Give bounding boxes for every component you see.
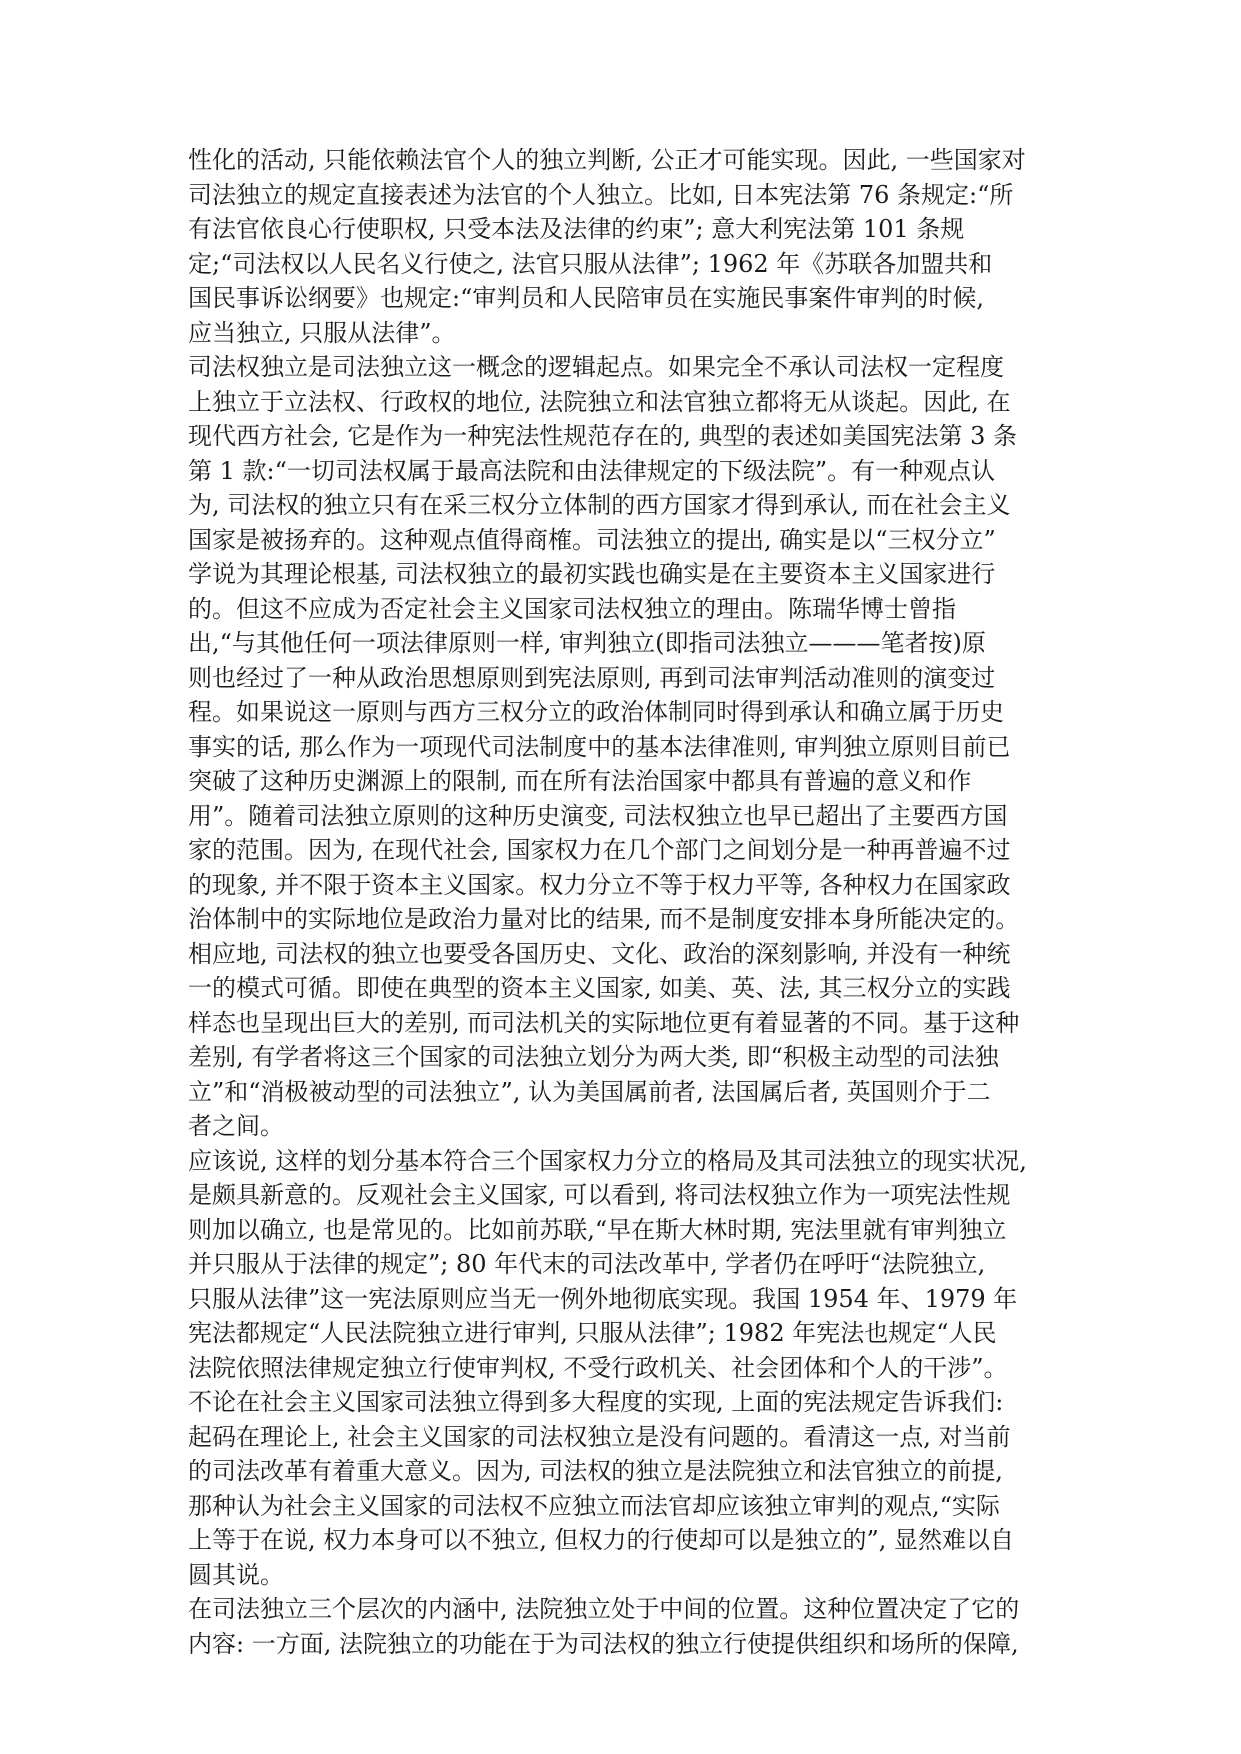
text-line: 定;“司法权以人民名义行使之, 法官只服从法律”; 1962 年《苏联各加盟共和 (188, 249, 993, 278)
text-line: 则加以确立, 也是常见的。比如前苏联,“早在斯大林时期, 宪法里就有审判独立 (188, 1215, 1007, 1244)
text-line: 国家是被扬弃的。这种观点值得商榷。司法独立的提出, 确实是以“三权分立” (188, 525, 996, 554)
text-line: 上等于在说, 权力本身可以不独立, 但权力的行使却可以是独立的”, 显然难以自 (188, 1526, 1015, 1554)
text-line: 差别, 有学者将这三个国家的司法独立划分为两大类, 即“积极主动型的司法独 (188, 1043, 999, 1071)
text-line: 家的范围。因为, 在现代社会, 国家权力在几个部门之间划分是一种再普遍不过 (188, 836, 1011, 864)
text-line: 现代西方社会, 它是作为一种宪法性规范存在的, 典型的表述如美国宪法第 3 条 (188, 422, 1018, 450)
text-line: 程。如果说这一原则与西方三权分立的政治体制同时得到承认和确立属于历史 (188, 698, 1004, 726)
document-page (188, 143, 1056, 1661)
text-line: 有法官依良心行使职权, 只受本法及法律的约束”; 意大利宪法第 101 条规 (188, 215, 965, 243)
text-line: 是颇具新意的。反观社会主义国家, 可以看到, 将司法权独立作为一项宪法性规 (188, 1181, 1011, 1209)
text-line: 样态也呈现出巨大的差别, 而司法机关的实际地位更有着显著的不同。基于这种 (188, 1008, 1020, 1037)
text-line: 为, 司法权的独立只有在采三权分立体制的西方国家才得到承认, 而在社会主义 (188, 491, 1011, 519)
text-line: 的司法改革有着重大意义。因为, 司法权的独立是法院独立和法官独立的前提, (188, 1457, 1003, 1485)
text-line: 应当独立, 只服从法律”。 (188, 318, 456, 347)
text-line: 学说为其理论根基, 司法权独立的最初实践也确实是在主要资本主义国家进行 (188, 560, 996, 588)
text-line: 的。但这不应成为否定社会主义国家司法权独立的理由。陈瑞华博士曾指 (188, 594, 956, 623)
text-line: 国民事诉讼纲要》也规定:“审判员和人民陪审员在实施民事案件审判的时候, (188, 284, 984, 312)
text-line: 法院依照法律规定独立行使审判权, 不受行政机关、社会团体和个人的干涉”。 (188, 1353, 1008, 1382)
text-line: 者之间。 (188, 1112, 284, 1140)
text-line: 相应地, 司法权的独立也要受各国历史、文化、政治的深刻影响, 并没有一种统 (188, 939, 1011, 968)
text-line: 宪法都规定“人民法院独立进行审判, 只服从法律”; 1982 年宪法也规定“人民 (188, 1319, 997, 1347)
text-line: 应该说, 这样的划分基本符合三个国家权力分立的格局及其司法独立的现实状况, (188, 1146, 1027, 1175)
text-line: 不论在社会主义国家司法独立得到多大程度的实现, 上面的宪法规定告诉我们: (188, 1388, 1004, 1416)
text-line: 只服从法律”这一宪法原则应当无一例外地彻底实现。我国 1954 年、1979 年 (188, 1284, 1018, 1313)
text-line: 内容: 一方面, 法院独立的功能在于为司法权的独立行使提供组织和场所的保障, (188, 1629, 1019, 1658)
text-line: 并只服从于法律的规定”; 80 年代末的司法改革中, 学者仍在呼吁“法院独立, (188, 1250, 986, 1278)
text-line: 出,“与其他任何一项法律原则一样, 审判独立(即指司法独立———笔者按)原 (188, 629, 986, 657)
text-line: 上独立于立法权、行政权的地位, 法院独立和法官独立都将无从谈起。因此, 在 (188, 387, 1011, 416)
text-line: 司法独立的规定直接表述为法官的个人独立。比如, 日本宪法第 76 条规定:“所 (188, 180, 1014, 209)
text-line: 起码在理论上, 社会主义国家的司法权独立是没有问题的。看清这一点, 对当前 (188, 1422, 1011, 1451)
text-line: 立”和“消极被动型的司法独立”, 认为美国属前者, 法国属后者, 英国则介于二 (188, 1077, 991, 1106)
text-line: 突破了这种历史渊源上的限制, 而在所有法治国家中都具有普遍的意义和作 (188, 767, 972, 795)
text-line: 圆其说。 (188, 1560, 284, 1589)
text-line: 事实的话, 那么作为一项现代司法制度中的基本法律准则, 审判独立原则目前已 (188, 732, 1011, 761)
text-line: 用”。随着司法独立原则的这种历史演变, 司法权独立也早已超出了主要西方国 (188, 801, 1008, 830)
text-line: 的现象, 并不限于资本主义国家。权力分立不等于权力平等, 各种权力在国家政 (188, 870, 1011, 899)
text-line: 一的模式可循。即使在典型的资本主义国家, 如美、英、法, 其三权分立的实践 (188, 974, 1011, 1002)
text-line: 那种认为社会主义国家的司法权不应独立而法官却应该独立审判的观点,“实际 (188, 1491, 1000, 1520)
text-line: 则也经过了一种从政治思想原则到宪法原则, 再到司法审判活动准则的演变过 (188, 663, 996, 692)
text-line: 在司法独立三个层次的内涵中, 法院独立处于中间的位置。这种位置决定了它的 (188, 1595, 1020, 1623)
text-line: 性化的活动, 只能依赖法官个人的独立判断, 公正才可能实现。因此, 一些国家对 (188, 146, 1026, 174)
text-line: 第 1 款:“一切司法权属于最高法院和由法律规定的下级法院”。有一种观点认 (188, 456, 996, 485)
text-line: 司法权独立是司法独立这一概念的逻辑起点。如果完全不承认司法权一定程度 (188, 353, 1004, 381)
text-line: 治体制中的实际地位是政治力量对比的结果, 而不是制度安排本身所能决定的。 (188, 905, 1020, 933)
